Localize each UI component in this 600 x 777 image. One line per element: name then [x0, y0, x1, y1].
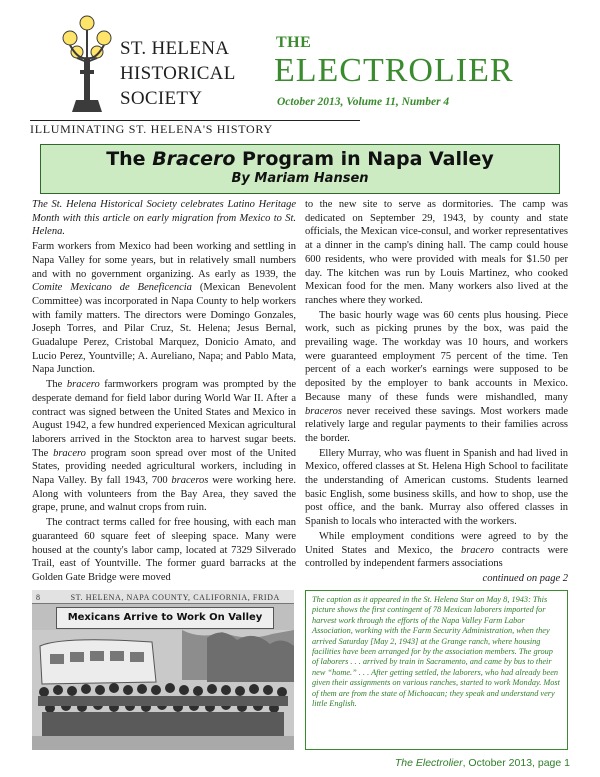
- paragraph: Ellery Murray, who was fluent in Spanish and had lived in Mexico, offered classes at St. Helena High School to facilitate the understanding of American customs. Students learned basic English, some business skills, and how to shop, use the post office, and the bank. Murray also offered classes in Spanish to locals who interacted with the workers.: [305, 447, 568, 528]
- photo-caption: The caption as it appeared in the St. Helena Star on May 8, 1943: This picture shows the first contingent of 78 Mexican laborers imported for harvest work through the efforts of the Napa Valley Farm Labor Association, working with the Farm Security Administration, when they arrived Saturday [May 2, 1943] at the Grange ranch, where housing facilities have been arranged for by the association members. The group of laborers . . . arrived by train in Sacramento, and came by bus to their new “home.” . . . After getting settled, the laborers, who had already been given their assignments on various ranches, started to work Monday. Most of them are from the state of Michoacan; they speak and understand very little English.: [312, 595, 560, 709]
- text-run: The: [46, 379, 67, 391]
- text-run: never received these savings. Most workers made relatively large and regular payments to their families across the border.: [305, 405, 568, 444]
- society-tagline: ILLUMINATING ST. HELENA'S HISTORY: [30, 120, 360, 137]
- text-run: (Mexican Benevolent Committee) was incorporated in Napa County to help workers with family matters. The directors were Domingo Gonzales, Joseph Torres, and Pilar Cruz, St. Helena; Jesus Bernal, Guadalupe Perez, Cristobal Marquez, Donicio Amato, and Lucio Perez, Yountville; A. Aureliano, Napa; and Pablo Mata, Napa Junction.: [32, 282, 296, 376]
- photo-caption-box: [305, 590, 568, 750]
- continued-link[interactable]: continued on page 2: [482, 572, 568, 584]
- text-run-italic: bracero: [66, 379, 100, 391]
- title-pre: The: [106, 148, 153, 170]
- text-run: While employment conditions were agreed to by the United States and Mexico, the: [305, 530, 568, 556]
- article-byline: By Mariam Hansen: [231, 171, 369, 186]
- page-footer: [395, 757, 570, 769]
- clipping-headline: Mexicans Arrive to Work On Valley: [56, 607, 274, 629]
- article-column-left: [32, 198, 296, 586]
- society-name-line: ST. HELENA: [120, 38, 230, 59]
- newspaper-photo: [32, 590, 294, 750]
- newsletter-the: THE: [276, 34, 312, 51]
- footer-publication: The Electrolier: [394, 757, 463, 769]
- article-intro: The St. Helena Historical Society celebrates Latino Heritage Month with this article on early migration from Mexico to St. Helena.: [32, 199, 296, 238]
- text-run-italic: Comite Mexicano de Beneficencia: [32, 282, 192, 294]
- paragraph: [32, 378, 296, 515]
- paragraph: [305, 530, 568, 571]
- paragraph: to the new site to serve as dormitories. The camp was dedicated on September 29, 1943, by county and state officials, the Mexican vice-consul, and worker representatives at a dinner in the camp's dining hall. The camp could house 600 residents, who were provided with meals for $1.50 per day. The kitchen was run by Louis Martinez, who cooked Mexican food for the men. Many workers also lived at the ranches where they worked.: [305, 199, 568, 306]
- article-column-right: [305, 198, 568, 587]
- clipping-masthead-strip: [32, 590, 294, 604]
- paragraph: [32, 240, 296, 377]
- society-name: [120, 36, 260, 111]
- society-name-line: HISTORICAL: [120, 63, 236, 84]
- text-run: were working here. Along with volunteers from the Bay Area, they saved the grape, prune, and walnut crops from ruin.: [32, 475, 296, 514]
- electrolier-lamp-icon: [58, 14, 116, 114]
- clipping-page-number: 8: [36, 593, 41, 602]
- article-title: [41, 148, 559, 170]
- text-run-italic: braceros: [171, 475, 209, 487]
- society-name-line: SOCIETY: [120, 88, 203, 109]
- text-run: contracts were controlled by independent farmers associations: [305, 544, 568, 570]
- text-run: Farm workers from Mexico had been working and settling in Napa Valley for some years, but in relatively small numbers and with no government organizing. As early as 1939, the: [32, 241, 296, 280]
- text-run-italic: braceros: [305, 405, 342, 417]
- title-italic: Bracero: [152, 148, 236, 170]
- issue-info: October 2013, Volume 11, Number 4: [277, 96, 450, 108]
- text-run: program soon spread over most of the United States, providing needed agricultural workers, including in Napa Valley. By fall 1943, 700: [32, 447, 296, 487]
- text-run: farmworkers program was prompted by the desperate demand for field labor during World War II. After a contract was signed between the United States and Mexico in August 1942, a few hundred experienced Mexican agricultural laborers arrived in the Stockton area to harvest sugar beets. The: [32, 379, 296, 459]
- text-run: The basic hourly wage was 60 cents plus housing. Piece work, such as picking prunes by the box, was paid the prevailing wage. The workday was 10 hours, and workers were guaranteed employment 75 percent of the time. Ten percent of a each worker's earnings were supposed to be deposited by the employer to bank accounts in Mexico. Because many of these funds were mishandled, many: [305, 309, 568, 403]
- paragraph: The contract terms called for free housing, with each man guaranteed 60 square feet of sleeping space. Many were housed at the county's labor camp, located at 7329 Silverado Trail, east of Yountville. The former guard barracks at the Golden Gate Bridge were moved: [32, 517, 296, 583]
- newsletter-title: ELECTROLIER: [274, 52, 514, 89]
- text-run-italic: bracero: [460, 544, 494, 556]
- paragraph: [305, 309, 568, 446]
- crowd-photo-image: [32, 630, 294, 750]
- clipping-dateline: ST. HELENA, NAPA COUNTY, CALIFORNIA, FRIDA: [70, 593, 280, 602]
- text-run-italic: bracero: [53, 447, 86, 459]
- title-post: Program in Napa Valley: [235, 148, 494, 170]
- footer-date-page: , October 2013, page 1: [462, 757, 570, 769]
- article-headline-box: [40, 144, 560, 194]
